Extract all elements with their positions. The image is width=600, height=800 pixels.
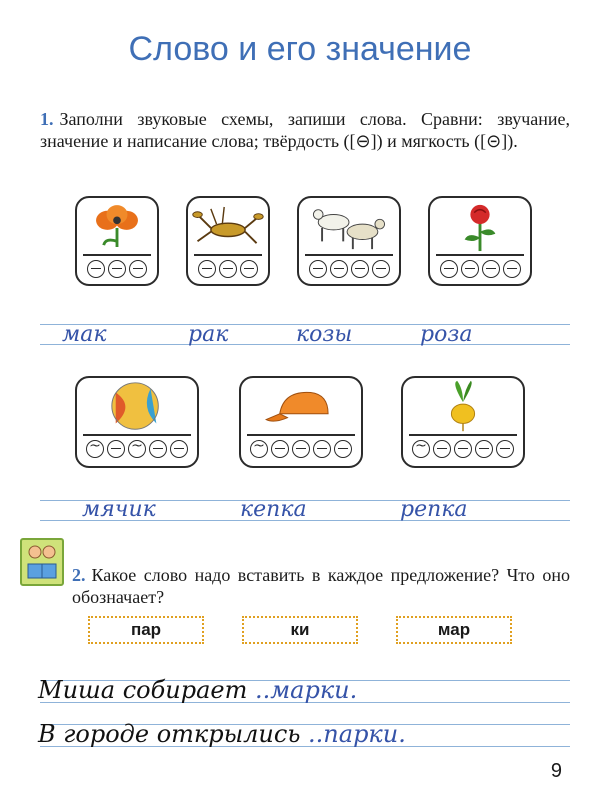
sentence-1-start: Миша собирает bbox=[38, 676, 248, 704]
syllable-box: пар bbox=[88, 616, 204, 644]
sound-scheme bbox=[188, 260, 268, 278]
sentence-1 bbox=[38, 676, 357, 704]
hard-sound-circle bbox=[351, 260, 369, 278]
hard-sound-circle bbox=[454, 440, 472, 458]
hard-sound-circle bbox=[461, 260, 479, 278]
page-title: Слово и его значение bbox=[128, 30, 472, 68]
pair-work-icon bbox=[20, 538, 64, 586]
hard-sound-circle bbox=[170, 440, 188, 458]
sound-scheme bbox=[77, 440, 197, 458]
written-word: мак bbox=[62, 322, 107, 347]
written-word: репка bbox=[400, 497, 468, 522]
word-card bbox=[75, 196, 159, 286]
soft-sound-circle bbox=[250, 440, 268, 458]
hard-sound-circle bbox=[496, 440, 514, 458]
hard-sound-circle bbox=[330, 260, 348, 278]
schema-line bbox=[409, 434, 517, 436]
cap-icon bbox=[241, 378, 361, 436]
word-card bbox=[401, 376, 525, 468]
schema-line bbox=[436, 254, 524, 256]
sound-scheme bbox=[430, 260, 530, 278]
syllable-box: мар bbox=[396, 616, 512, 644]
page-number: 9 bbox=[550, 760, 562, 782]
goats-icon bbox=[299, 198, 399, 256]
word-card bbox=[75, 376, 199, 468]
word-card bbox=[239, 376, 363, 468]
hard-sound-circle bbox=[503, 260, 521, 278]
word-card bbox=[428, 196, 532, 286]
hard-sound-circle bbox=[271, 440, 289, 458]
task-2-number: 2. bbox=[72, 565, 86, 585]
task-2-text: Какое слово надо вставить в каждое предложение? Что оно обозначает? bbox=[72, 565, 570, 607]
sentence-2-fill: ..парки. bbox=[308, 720, 406, 748]
rose-icon bbox=[430, 198, 530, 256]
syllable-box: ки bbox=[242, 616, 358, 644]
task-1 bbox=[40, 108, 570, 152]
soft-sound-circle bbox=[412, 440, 430, 458]
task-2 bbox=[72, 564, 570, 608]
written-word: козы bbox=[296, 322, 353, 347]
soft-sound-circle bbox=[128, 440, 146, 458]
hard-sound-circle bbox=[149, 440, 167, 458]
schema-line bbox=[83, 434, 191, 436]
hard-sound-circle bbox=[219, 260, 237, 278]
hard-sound-circle bbox=[107, 440, 125, 458]
hard-sound-circle bbox=[129, 260, 147, 278]
written-word: кепка bbox=[240, 497, 307, 522]
task-1-text: Заполни звуковые схемы, запиши слова. Сравни: звучание, значение и написание слова; твёрдость ([⊖]) и мягкость ([⊝]). bbox=[40, 109, 570, 151]
schema-line bbox=[194, 254, 262, 256]
hard-sound-circle bbox=[440, 260, 458, 278]
written-word: роза bbox=[420, 322, 473, 347]
children-reading-icon bbox=[22, 540, 62, 584]
word-card bbox=[186, 196, 270, 286]
sound-scheme bbox=[403, 440, 523, 458]
hard-sound-circle bbox=[108, 260, 126, 278]
hard-sound-circle bbox=[334, 440, 352, 458]
sentence-2-start: В городе открылись bbox=[38, 720, 301, 748]
written-word: мячик bbox=[82, 497, 156, 522]
sentence-1-fill: ..марки. bbox=[254, 676, 358, 704]
hard-sound-circle bbox=[372, 260, 390, 278]
hard-sound-circle bbox=[482, 260, 500, 278]
sentence-2 bbox=[38, 720, 406, 748]
sound-scheme bbox=[299, 260, 399, 278]
hard-sound-circle bbox=[313, 440, 331, 458]
word-card bbox=[297, 196, 401, 286]
hard-sound-circle bbox=[475, 440, 493, 458]
hard-sound-circle bbox=[198, 260, 216, 278]
hard-sound-circle bbox=[433, 440, 451, 458]
hard-sound-circle bbox=[309, 260, 327, 278]
schema-line bbox=[83, 254, 151, 256]
written-word: рак bbox=[188, 322, 229, 347]
schema-line bbox=[247, 434, 355, 436]
sound-scheme bbox=[241, 440, 361, 458]
sound-scheme bbox=[77, 260, 157, 278]
radish-icon bbox=[403, 378, 523, 436]
crayfish-icon bbox=[188, 198, 268, 256]
hard-sound-circle bbox=[292, 440, 310, 458]
flower-poppy-icon bbox=[77, 198, 157, 256]
schema-line bbox=[305, 254, 393, 256]
soft-sound-circle bbox=[86, 440, 104, 458]
ball-icon bbox=[77, 378, 197, 436]
task-1-number: 1. bbox=[40, 109, 54, 129]
hard-sound-circle bbox=[87, 260, 105, 278]
hard-sound-circle bbox=[240, 260, 258, 278]
